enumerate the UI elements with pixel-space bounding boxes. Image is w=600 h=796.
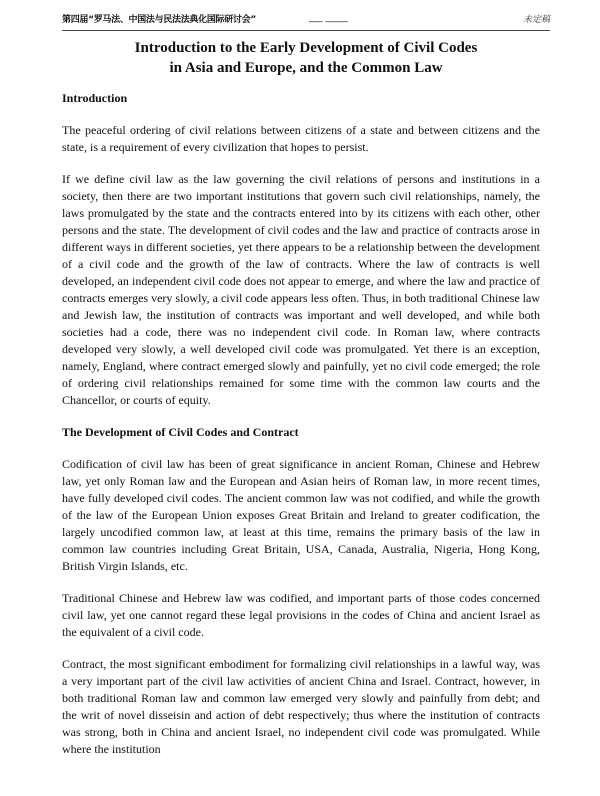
paragraph: Codification of civil law has been of great significance in ancient Roman, Chinese and Hebrew law, yet only Roman law and the European and Asian heirs of Roman law, in more recent times, have fully developed civil codes. The ancient common law was not codified, and while the growth of the law of the European Union exposes Great Britain and Ireland to greater codification, the largely uncodified common law, at least at this time, remains the primary basis of the law in common law countries including Great Britain, USA, Canada, Australia, Nigeria, Hong Kong, British Virgin Islands, etc. (62, 457, 540, 573)
header-divider (62, 30, 550, 31)
paragraph: The peaceful ordering of civil relations between citizens of a state and between citizens and the state, is a requirement of every civilization that hopes to persist. (62, 123, 540, 154)
title-line-1: Introduction to the Early Development of Civil Codes (134, 40, 478, 56)
page-header (62, 13, 550, 27)
title-line-2: in Asia and Europe, and the Common Law (169, 60, 443, 76)
header-blank: ___ _____ (309, 13, 348, 23)
section-heading-development: The Development of Civil Codes and Contract (62, 425, 299, 439)
paper-body (62, 90, 540, 773)
conference-title: 第四届“罗马法、中国法与民法法典化国际研讨会” (62, 15, 256, 25)
section-heading-introduction: Introduction (62, 91, 128, 105)
paragraph: If we define civil law as the law governing the civil relations of persons and institutions in a society, then there are two important institutions that govern such civil relationships, namely, the laws promulgated by the state and the contracts entered into by its citizens with each other, other persons and the state. The development of civil codes and the law and practice of contracts arose in different ways in different societies, yet there appears to be a relationship between the development of a civil code and the growth of the law of contracts. Where the law of contracts is well developed, an independent civil code does not appear to emerge, and where the law and practice of contracts emerges very slowly, a civil code appears less often. Thus, in both traditional Chinese law and Jewish law, the institution of contracts was important and well developed, and while both societies had a code, there was no independent civil code. In Roman law, where contracts developed very slowly, a well developed civil code was promulgated. Yet there is an exception, namely, England, where contract emerged slowly and painfully, yet no civil code emerged; the role of ordering civil relationships remained for some time with the common law courts and the Chancellor, or courts of equity. (62, 172, 540, 407)
paper-title (62, 38, 550, 78)
paragraph: Contract, the most significant embodiment for formalizing civil relationships in a lawful way, was a very important part of the civil law activities of ancient China and Israel. Contract, however, in both traditional Roman law and common law emerged very slowly and painfully from debt; and the writ of novel disseisin and action of debt respectively; thus where the institution of contracts was strong, both in China and ancient Israel, no independent civil code was promulgated. While where the institution (62, 657, 540, 756)
paragraph: Traditional Chinese and Hebrew law was codified, and important parts of those codes concerned civil law, yet one cannot regard these legal provisions in the codes of China and ancient Israel as the equivalent of a civil code. (62, 591, 540, 639)
draft-label: 未定稿 (522, 15, 550, 25)
